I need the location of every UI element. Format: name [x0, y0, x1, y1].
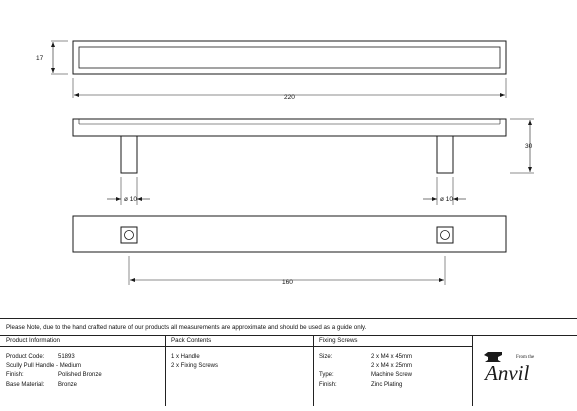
size-label: Size: — [319, 354, 333, 360]
bottom-view-bar — [73, 216, 506, 252]
top-view-inner — [79, 47, 500, 68]
product-info-row: Product Code: 51893 — [6, 354, 75, 360]
side-view-leg-right — [437, 136, 453, 173]
pack-item: 1 x Handle — [171, 354, 200, 360]
type-value: Machine Screw — [371, 372, 413, 379]
side-view-bar — [73, 119, 506, 136]
finish-value: Zinc Plating — [371, 381, 403, 388]
size-value: 2 x M4 x 25mm — [371, 363, 413, 370]
fixing-screws-section — [313, 336, 472, 406]
product-info-header: Product Information — [0, 336, 165, 347]
pack-item: 2 x Fixing Screws — [171, 363, 219, 370]
fixing-hole-left — [121, 227, 137, 243]
pack-contents-section — [165, 336, 313, 406]
size-value: 2 x M4 x 45mm — [371, 354, 413, 360]
fixing-screws-header: Fixing Screws — [313, 336, 472, 347]
logo-main-text: Anvil — [485, 361, 530, 385]
side-view-leg-left — [121, 136, 137, 173]
dim-height-label: 17 — [36, 55, 44, 62]
title-block — [0, 336, 577, 406]
dim-diameter-right-label: ø 10 — [440, 196, 454, 203]
pack-contents-header: Pack Contents — [165, 336, 313, 347]
dim-centres-label: 160 — [282, 279, 293, 286]
product-info-row: Scully Pull Handle - Medium — [6, 363, 82, 370]
logo-small-text: From the — [516, 355, 535, 360]
anvil-logo — [472, 336, 577, 406]
dim-length-label: 220 — [284, 94, 295, 101]
product-info-section — [0, 336, 165, 406]
dim-projection-label: 30 — [525, 143, 533, 150]
type-label: Type: — [319, 372, 334, 379]
disclaimer-note: Please Note, due to the hand crafted nature of our products all measurements are approximate and should be used as a guide only. — [0, 318, 577, 336]
dim-diameter-left-label: ø 10 — [124, 196, 138, 203]
product-info-row: Finish: Polished Bronze — [6, 372, 102, 379]
top-view-outer — [73, 41, 506, 74]
fixing-hole-right — [437, 227, 453, 243]
product-info-row: Base Material: Bronze — [6, 381, 78, 388]
finish-label: Finish: — [319, 381, 337, 388]
